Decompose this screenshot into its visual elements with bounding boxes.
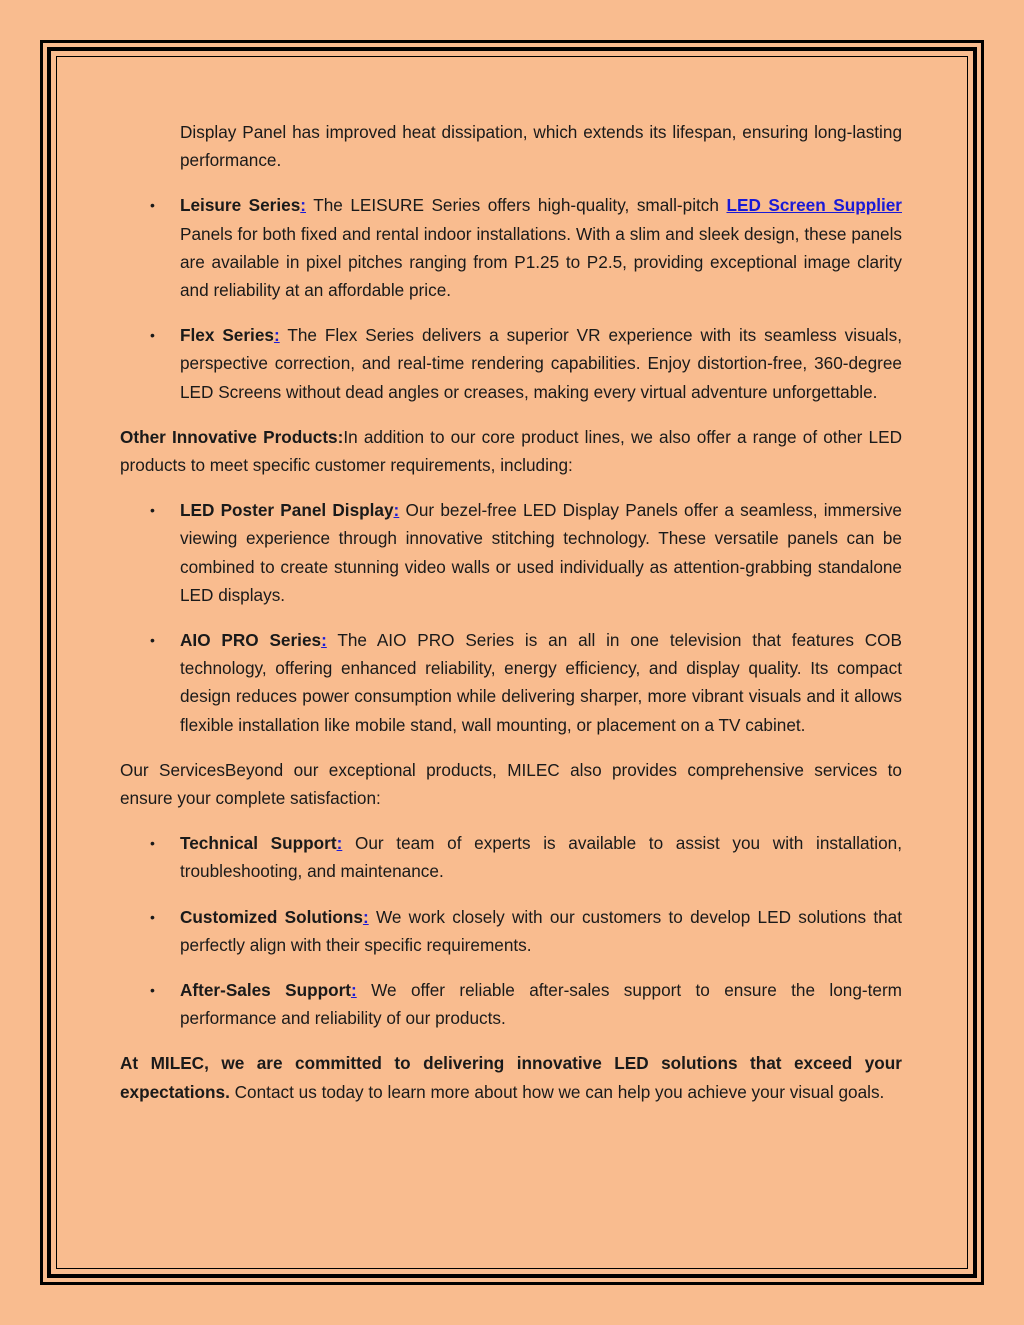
list-item-technical-support [120, 829, 902, 885]
list-item-leisure-series [120, 191, 902, 304]
other-products-title: Other Innovative Products: [120, 426, 344, 447]
bullet-icon: • [150, 197, 155, 214]
item-text: Our team of experts is available to assist you with installation, troubleshooting, and maintenance. [180, 833, 903, 882]
bullet-icon: • [150, 327, 155, 344]
item-title: After-Sales Support [180, 980, 351, 1001]
item-text: The AIO PRO Series is an all in one television that features COB technology, offering enhanced reliability, energy efficiency, and display quality. Its compact design reduces power consumption while delivering sharper, more vibrant visuals and it allows flexible installation like mobile stand, wall mounting, or placement on a TV cabinet. [180, 630, 902, 735]
item-title: AIO PRO Series [180, 630, 322, 651]
item-title: LED Poster Panel Display [180, 500, 394, 521]
item-text: The LEISURE Series offers high-quality, small-pitch [306, 195, 727, 216]
bullet-icon: • [150, 982, 155, 999]
item-title: Technical Support [180, 833, 337, 854]
colon-link[interactable]: : [300, 195, 307, 216]
item-text: Our bezel-free LED Display Panels offer a seamless, immersive viewing experience through innovative stitching technology. These versatile panels can be combined to create stunning video walls or used individually as attention-grabbing standalone LED displays. [180, 500, 902, 605]
item-text: The Flex Series delivers a superior VR experience with its seamless visuals, perspective correction, and real-time rendering capabilities. Enjoy distortion-free, 360-degree LED Screens without dead angles or creases, making every virtual adventure unforgettable. [180, 325, 902, 402]
list-item-after-sales-support [120, 976, 902, 1032]
other-products-list [120, 496, 902, 739]
colon-link[interactable]: : [393, 500, 400, 521]
colon-link[interactable]: : [321, 630, 327, 651]
series-list [120, 191, 902, 405]
colon-link[interactable]: : [362, 906, 369, 927]
bullet-icon: • [150, 908, 155, 925]
item-text: Panels for both fixed and rental indoor installations. With a slim and sleek design, these panels are available in pixel pitches ranging from P1.25 to P2.5, providing exceptional image clarity and reliability at an affordable price. [180, 223, 902, 301]
closing-text: Contact us today to learn more about how we can help you achieve your visual goals. [229, 1081, 885, 1102]
services-list [120, 829, 902, 1032]
intro-continuation: Display Panel has improved heat dissipation, which extends its lifespan, ensuring long-lasting performance. [180, 122, 902, 171]
colon-link[interactable]: : [336, 833, 343, 854]
list-item-flex-series [120, 321, 902, 406]
bullet-icon: • [150, 632, 155, 649]
closing-paragraph [120, 1049, 902, 1105]
list-item-customized-solutions [120, 903, 902, 959]
item-text: We work closely with our customers to develop LED solutions that perfectly align with their specific requirements. [180, 906, 902, 955]
document-body [120, 118, 902, 1123]
closing-bold: At MILEC, we are committed to delivering innovative LED solutions that exceed your expectations. [120, 1053, 902, 1102]
services-intro: Our ServicesBeyond our exceptional products, MILEC also provides comprehensive services to ensure your complete satisfaction: [120, 759, 902, 809]
item-title: Leisure Series [180, 195, 301, 216]
colon-link[interactable]: : [273, 325, 280, 346]
bullet-icon: • [150, 835, 155, 852]
other-products-text: In addition to our core product lines, we also offer a range of other LED products to meet specific customer requirements, including: [120, 426, 902, 476]
list-item-aio-pro [120, 626, 902, 739]
list-item-led-poster [120, 496, 902, 609]
item-title: Customized Solutions [180, 906, 363, 927]
item-title: Flex Series [180, 325, 274, 346]
other-products-paragraph [120, 423, 902, 479]
bullet-icon: • [150, 502, 155, 519]
colon-link[interactable]: : [351, 980, 357, 1001]
led-screen-supplier-link[interactable]: LED Screen Supplier [726, 195, 902, 216]
item-text: We offer reliable after-sales support to ensure the long-term performance and reliability of our products. [180, 980, 902, 1029]
